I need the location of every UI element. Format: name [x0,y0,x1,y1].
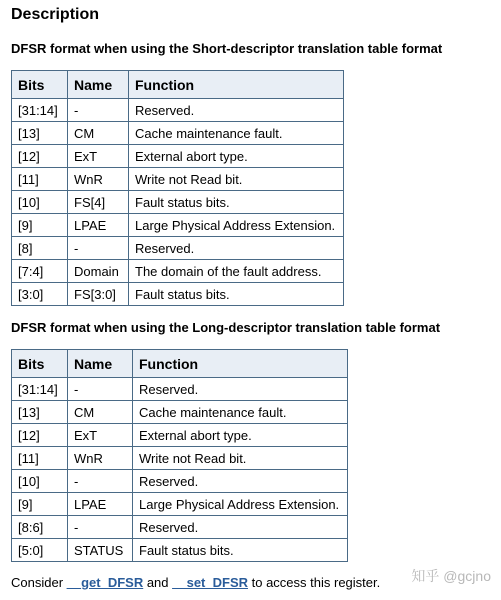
cell-bits: [10] [12,191,68,214]
table-row [12,516,348,539]
cell-function: Reserved. [133,516,348,539]
cell-name: WnR [68,168,129,191]
cell-function: Fault status bits. [129,283,344,306]
cell-function: Reserved. [133,470,348,493]
table-row [12,283,344,306]
cell-function: Cache maintenance fault. [129,122,344,145]
table-row [12,214,344,237]
cell-name: LPAE [68,493,133,516]
table-row [12,539,348,562]
footer-note [11,575,380,590]
cell-function: Large Physical Address Extension. [133,493,348,516]
cell-function: Reserved. [133,378,348,401]
cell-name: CM [68,401,133,424]
short-descriptor-table [11,70,344,306]
cell-bits: [5:0] [12,539,68,562]
get-dfsr-link[interactable]: __get_DFSR [66,575,144,590]
cell-function: Cache maintenance fault. [133,401,348,424]
column-header-function: Function [129,71,344,99]
cell-bits: [11] [12,447,68,470]
table-header-row [12,71,344,99]
cell-name: ExT [68,145,129,168]
table-row [12,99,344,122]
cell-function: Reserved. [129,99,344,122]
table-row [12,378,348,401]
table-row [12,191,344,214]
cell-bits: [31:14] [12,99,68,122]
cell-function: Large Physical Address Extension. [129,214,344,237]
table-row [12,493,348,516]
table-row [12,447,348,470]
cell-bits: [11] [12,168,68,191]
page-title: Description [11,6,100,23]
column-header-function: Function [133,350,348,378]
cell-name: WnR [68,447,133,470]
watermark: 知乎 @gcjno [411,568,491,584]
table-row [12,424,348,447]
footer-prefix: Consider [11,575,67,590]
cell-name: STATUS [68,539,133,562]
cell-bits: [12] [12,424,68,447]
table-row [12,237,344,260]
cell-name: - [68,378,133,401]
cell-name: - [68,470,133,493]
cell-function: Fault status bits. [129,191,344,214]
cell-bits: [8] [12,237,68,260]
cell-bits: [31:14] [12,378,68,401]
cell-name: CM [68,122,129,145]
table-row [12,260,344,283]
cell-function: External abort type. [129,145,344,168]
cell-bits: [13] [12,401,68,424]
footer-suffix: to access this register. [248,575,381,590]
cell-bits: [9] [12,214,68,237]
short-descriptor-heading: DFSR format when using the Short-descriptor translation table format [11,41,443,56]
cell-function: Fault status bits. [133,539,348,562]
column-header-name: Name [68,71,129,99]
column-header-bits: Bits [12,350,68,378]
cell-function: The domain of the fault address. [129,260,344,283]
cell-name: - [68,516,133,539]
set-dfsr-link[interactable]: __set_DFSR [172,575,249,590]
cell-function: Reserved. [129,237,344,260]
cell-function: External abort type. [133,424,348,447]
table-row [12,168,344,191]
cell-name: Domain [68,260,129,283]
cell-bits: [10] [12,470,68,493]
table-header-row [12,350,348,378]
cell-name: LPAE [68,214,129,237]
long-descriptor-heading: DFSR format when using the Long-descriptor translation table format [11,320,441,335]
cell-name: ExT [68,424,133,447]
cell-bits: [9] [12,493,68,516]
cell-name: - [68,237,129,260]
cell-name: - [68,99,129,122]
column-header-bits: Bits [12,71,68,99]
cell-bits: [13] [12,122,68,145]
column-header-name: Name [68,350,133,378]
table-row [12,122,344,145]
cell-bits: [3:0] [12,283,68,306]
cell-name: FS[3:0] [68,283,129,306]
cell-bits: [8:6] [12,516,68,539]
table-row [12,401,348,424]
long-descriptor-table [11,349,348,562]
table-row [12,145,344,168]
cell-function: Write not Read bit. [129,168,344,191]
cell-name: FS[4] [68,191,129,214]
cell-function: Write not Read bit. [133,447,348,470]
cell-bits: [12] [12,145,68,168]
table-row [12,470,348,493]
footer-middle: and [143,575,173,590]
cell-bits: [7:4] [12,260,68,283]
